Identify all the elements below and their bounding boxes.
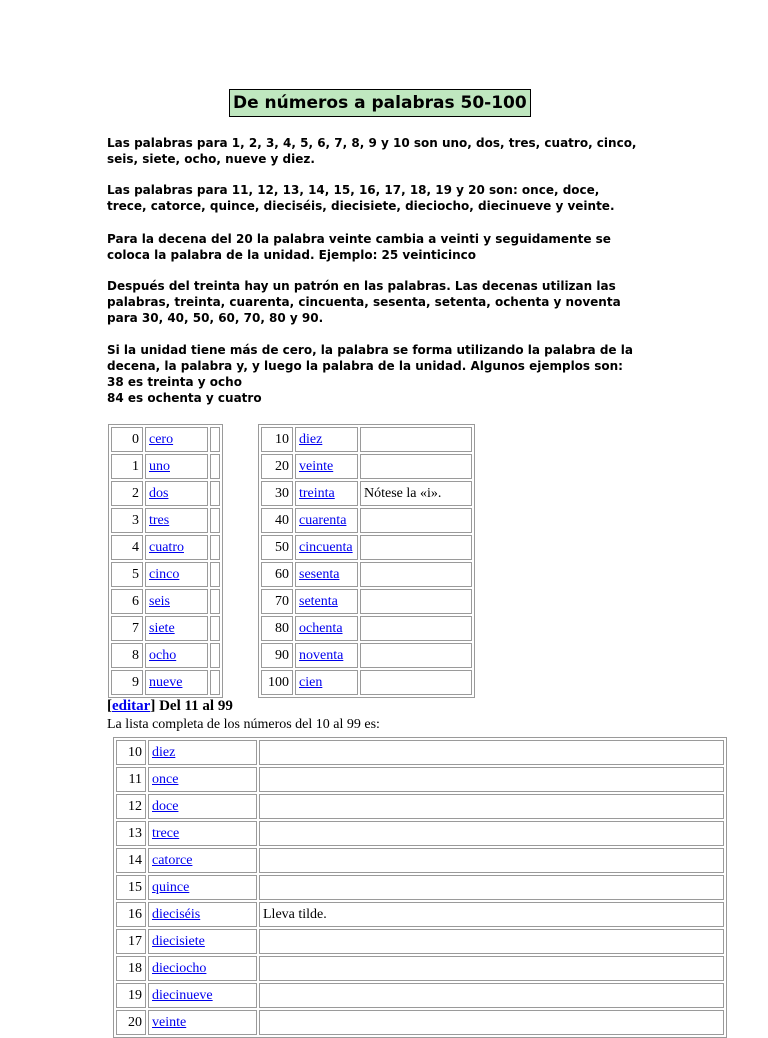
note-cell: [360, 589, 472, 614]
table-row: [261, 562, 472, 587]
number-cell: 80: [261, 616, 293, 641]
note-cell: [360, 616, 472, 641]
note-cell: [360, 562, 472, 587]
word-cell: [145, 481, 208, 506]
note-cell: [210, 454, 220, 479]
note-cell: [259, 767, 724, 792]
note-cell: [259, 956, 724, 981]
full-table: [113, 737, 727, 1038]
number-cell: 18: [116, 956, 146, 981]
word-link[interactable]: cuarenta: [299, 512, 347, 528]
bracket-open: [: [107, 698, 112, 714]
table-row: [111, 535, 220, 560]
table-row: [111, 670, 220, 695]
table-row: [116, 740, 724, 765]
word-link[interactable]: tres: [149, 512, 170, 528]
word-cell: [145, 427, 208, 452]
note-cell: [259, 821, 724, 846]
note-cell: Nótese la «i».: [360, 481, 472, 506]
note-cell: [360, 427, 472, 452]
paragraph-line: seis, siete, ocho, nueve y diez.: [107, 152, 315, 166]
note-cell: [360, 670, 472, 695]
note-cell: [259, 983, 724, 1008]
paragraph-line: coloca la palabra de la unidad. Ejemplo: 25 veinticinco: [107, 248, 477, 262]
note-cell: [259, 875, 724, 900]
word-link[interactable]: ochenta: [299, 620, 343, 636]
section-title: Del 11 al 99: [155, 698, 233, 714]
table-row: [261, 454, 472, 479]
intro-text: La lista completa de los números del 10 al 99 es:: [107, 717, 380, 732]
word-cell: [295, 535, 358, 560]
note-cell: [360, 643, 472, 668]
word-cell: [148, 956, 257, 981]
word-link[interactable]: doce: [152, 798, 179, 814]
note-cell: [259, 848, 724, 873]
note-cell: [210, 589, 220, 614]
word-link[interactable]: quince: [152, 879, 190, 895]
word-cell: [295, 643, 358, 668]
word-cell: [148, 767, 257, 792]
word-cell: [148, 983, 257, 1008]
note-cell: [210, 670, 220, 695]
number-cell: 4: [111, 535, 143, 560]
paragraph-twenties: [107, 231, 677, 263]
word-cell: [145, 643, 208, 668]
note-cell: [210, 616, 220, 641]
note-cell: Lleva tilde.: [259, 902, 724, 927]
word-cell: [295, 508, 358, 533]
table-row: [261, 535, 472, 560]
word-cell: [295, 616, 358, 641]
table-row: [116, 767, 724, 792]
number-cell: 1: [111, 454, 143, 479]
number-cell: 10: [116, 740, 146, 765]
table-row: [111, 427, 220, 452]
word-cell: [295, 670, 358, 695]
word-link[interactable]: uno: [149, 458, 170, 474]
word-cell: [148, 929, 257, 954]
number-cell: 11: [116, 767, 146, 792]
note-cell: [259, 794, 724, 819]
table-row: [116, 1010, 724, 1035]
table-row: [261, 616, 472, 641]
paragraph-line: decena, la palabra y, y luego la palabra de la unidad. Algunos ejemplos son:: [107, 359, 623, 373]
table-row: [111, 562, 220, 587]
paragraph-line: 84 es ochenta y cuatro: [107, 391, 262, 405]
word-cell: [295, 562, 358, 587]
word-link[interactable]: seis: [149, 593, 170, 609]
word-link[interactable]: cincuenta: [299, 539, 353, 555]
word-link[interactable]: diecinueve: [152, 987, 213, 1003]
word-link[interactable]: setenta: [299, 593, 338, 609]
table-row: [111, 481, 220, 506]
paragraph-line: Para la decena del 20 la palabra veinte cambia a veinti y seguidamente se: [107, 232, 611, 246]
number-cell: 0: [111, 427, 143, 452]
paragraph-line: Las palabras para 11, 12, 13, 14, 15, 16, 17, 18, 19 y 20 son: once, doce,: [107, 183, 600, 197]
table-row: [116, 794, 724, 819]
note-cell: [360, 535, 472, 560]
table-row: [111, 589, 220, 614]
table-row: [261, 670, 472, 695]
word-cell: [295, 589, 358, 614]
table-row: [111, 643, 220, 668]
note-cell: [210, 427, 220, 452]
paragraph-compound: [107, 342, 677, 406]
word-cell: [148, 848, 257, 873]
number-cell: 9: [111, 670, 143, 695]
number-cell: 50: [261, 535, 293, 560]
word-link[interactable]: diez: [299, 431, 323, 447]
word-link[interactable]: treinta: [299, 485, 335, 501]
table-row: [111, 454, 220, 479]
word-cell: [148, 794, 257, 819]
table-row: [111, 616, 220, 641]
paragraph-teens: [107, 182, 677, 214]
word-link[interactable]: dos: [149, 485, 169, 501]
tens-table: [258, 424, 475, 698]
number-cell: 13: [116, 821, 146, 846]
number-cell: 100: [261, 670, 293, 695]
number-cell: 8: [111, 643, 143, 668]
number-cell: 7: [111, 616, 143, 641]
word-link[interactable]: dieciocho: [152, 960, 207, 976]
number-cell: 90: [261, 643, 293, 668]
number-cell: 19: [116, 983, 146, 1008]
number-cell: 15: [116, 875, 146, 900]
note-cell: [210, 643, 220, 668]
number-cell: 3: [111, 508, 143, 533]
word-link[interactable]: noventa: [299, 647, 344, 663]
word-cell: [145, 670, 208, 695]
number-cell: 6: [111, 589, 143, 614]
table-row: [116, 902, 724, 927]
table-row: [116, 983, 724, 1008]
paragraph-tens-pattern: [107, 278, 677, 326]
paragraph-line: para 30, 40, 50, 60, 70, 80 y 90.: [107, 311, 324, 325]
page-title: [229, 89, 531, 117]
word-link[interactable]: cero: [149, 431, 174, 447]
paragraph-line: Si la unidad tiene más de cero, la palabra se forma utilizando la palabra de la: [107, 343, 633, 357]
table-row: [116, 875, 724, 900]
paragraph-line: trece, catorce, quince, dieciséis, diecisiete, dieciocho, diecinueve y veinte.: [107, 199, 615, 213]
section-heading: [107, 698, 233, 715]
word-cell: [295, 481, 358, 506]
number-cell: 14: [116, 848, 146, 873]
note-cell: [210, 481, 220, 506]
number-cell: 70: [261, 589, 293, 614]
word-link[interactable]: dieciséis: [152, 906, 201, 922]
table-row: [111, 508, 220, 533]
table-row: [116, 929, 724, 954]
word-link[interactable]: cien: [299, 674, 323, 690]
word-cell: [148, 740, 257, 765]
word-cell: [148, 902, 257, 927]
table-row: [261, 508, 472, 533]
table-row: [261, 427, 472, 452]
word-link[interactable]: diez: [152, 744, 176, 760]
note-cell: [210, 535, 220, 560]
number-cell: 60: [261, 562, 293, 587]
note-cell: [259, 740, 724, 765]
word-cell: [295, 454, 358, 479]
page-title-text: De números a palabras 50-100: [233, 93, 527, 113]
word-link[interactable]: cuatro: [149, 539, 184, 555]
word-link[interactable]: once: [152, 771, 179, 787]
bracket-close: ]: [150, 698, 156, 714]
word-cell: [145, 616, 208, 641]
word-link[interactable]: nueve: [149, 674, 183, 690]
paragraph-line: 38 es treinta y ocho: [107, 375, 242, 389]
paragraph-units: [107, 135, 677, 167]
edit-link[interactable]: editar: [112, 698, 151, 714]
note-cell: [259, 929, 724, 954]
table-row: [116, 956, 724, 981]
table-row: [261, 481, 472, 506]
word-link[interactable]: veinte: [299, 458, 334, 474]
word-cell: [145, 589, 208, 614]
units-table: [108, 424, 223, 698]
number-cell: 17: [116, 929, 146, 954]
word-link[interactable]: sesenta: [299, 566, 340, 582]
word-cell: [145, 454, 208, 479]
word-cell: [145, 535, 208, 560]
number-cell: 40: [261, 508, 293, 533]
word-cell: [145, 562, 208, 587]
number-cell: 2: [111, 481, 143, 506]
note-cell: [210, 562, 220, 587]
word-link[interactable]: cinco: [149, 566, 180, 582]
note-cell: [360, 454, 472, 479]
number-cell: 5: [111, 562, 143, 587]
word-link[interactable]: diecisiete: [152, 933, 205, 949]
word-link[interactable]: veinte: [152, 1014, 187, 1030]
table-row: [261, 643, 472, 668]
word-link[interactable]: ocho: [149, 647, 177, 663]
number-cell: 20: [261, 454, 293, 479]
word-cell: [145, 508, 208, 533]
note-cell: [210, 508, 220, 533]
number-cell: 20: [116, 1010, 146, 1035]
number-cell: 12: [116, 794, 146, 819]
word-cell: [148, 875, 257, 900]
table-row: [261, 589, 472, 614]
paragraph-line: palabras, treinta, cuarenta, cincuenta, sesenta, setenta, ochenta y noventa: [107, 295, 621, 309]
word-link[interactable]: trece: [152, 825, 180, 841]
word-cell: [148, 821, 257, 846]
table-row: [116, 821, 724, 846]
word-link[interactable]: catorce: [152, 852, 193, 868]
table-row: [116, 848, 724, 873]
note-cell: [259, 1010, 724, 1035]
number-cell: 30: [261, 481, 293, 506]
word-cell: [148, 1010, 257, 1035]
paragraph-line: Después del treinta hay un patrón en las palabras. Las decenas utilizan las: [107, 279, 616, 293]
paragraph-line: Las palabras para 1, 2, 3, 4, 5, 6, 7, 8, 9 y 10 son uno, dos, tres, cuatro, cinco,: [107, 136, 637, 150]
number-cell: 10: [261, 427, 293, 452]
note-cell: [360, 508, 472, 533]
number-cell: 16: [116, 902, 146, 927]
word-cell: [295, 427, 358, 452]
word-link[interactable]: siete: [149, 620, 175, 636]
